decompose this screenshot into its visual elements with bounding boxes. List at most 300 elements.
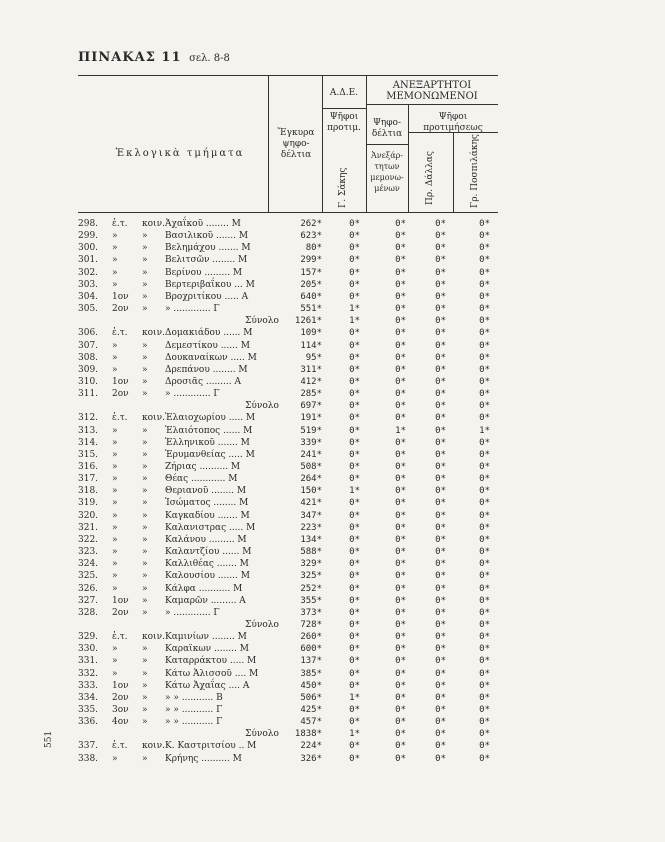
indep-ballots-cell: 0*	[395, 316, 406, 327]
valid-cell: 260*	[300, 632, 322, 643]
total-label: Σύνολο	[245, 729, 279, 740]
valid-cell: 252*	[300, 583, 322, 594]
table-row	[0, 461, 665, 473]
ade-pref-cell: 0*	[349, 413, 360, 424]
indep-ballots-cell: 0*	[395, 522, 406, 533]
pref-pospilakis-cell: 0*	[479, 559, 490, 570]
pref-dallas-cell: 0*	[435, 668, 446, 679]
valid-cell: 425*	[300, 705, 322, 715]
row-type: 2ον	[112, 389, 129, 400]
row-type: 2ον	[112, 304, 129, 315]
valid-cell: 157*	[300, 267, 322, 278]
ade-pref-cell: 0*	[349, 376, 360, 387]
row-type: ἐ.τ.	[112, 219, 128, 229]
pref-dallas-cell: 0*	[435, 607, 446, 618]
pref-pospilakis-cell: 0*	[479, 364, 490, 375]
district-name: Βερτεριβαΐκου ... Μ	[165, 279, 255, 290]
pref-pospilakis-cell: 0*	[479, 680, 490, 691]
table-row	[0, 510, 665, 522]
ade-pref-cell: 0*	[349, 705, 360, 715]
valid-cell: 373*	[300, 607, 322, 618]
pref-pospilakis-cell: 0*	[479, 437, 490, 448]
side-page-number: 551	[44, 730, 54, 748]
valid-cell: 600*	[300, 644, 322, 655]
ade-pref-cell: 0*	[349, 352, 360, 363]
row-kind: »	[142, 644, 148, 655]
ade-pref-cell: 0*	[349, 656, 360, 667]
valid-cell: 191*	[300, 413, 322, 424]
pref-dallas-cell: 0*	[435, 632, 446, 643]
table-row	[0, 242, 665, 254]
ade-pref-cell: 0*	[349, 389, 360, 400]
ade-pref-cell: 1*	[349, 692, 360, 703]
valid-cell: 95*	[305, 352, 322, 363]
valid-cell: 329*	[300, 559, 322, 570]
indep-ballots-cell: 0*	[395, 619, 406, 630]
row-type: 1ον	[112, 376, 129, 387]
ade-pref-cell: 0*	[349, 547, 360, 558]
pref-dallas-cell: 0*	[435, 595, 446, 606]
valid-cell: 80*	[305, 243, 322, 254]
pref-dallas-cell: 0*	[435, 753, 446, 764]
row-number: 317.	[78, 474, 99, 485]
ade-pref-cell: 0*	[349, 462, 360, 472]
row-number: 313.	[78, 425, 99, 436]
district-name: Βελιτσῶν ........ Μ	[165, 255, 248, 266]
row-type: »	[112, 340, 118, 351]
row-number: 327.	[78, 595, 99, 606]
ade-pref-cell: 0*	[349, 267, 360, 278]
valid-cell: 134*	[300, 534, 322, 545]
row-number: 326.	[78, 583, 99, 594]
ade-pref-cell: 0*	[349, 632, 360, 643]
row-kind: »	[142, 291, 148, 302]
pref-pospilakis-cell: 0*	[479, 547, 490, 558]
valid-cell: 623*	[300, 231, 322, 242]
pref-pospilakis-cell: 0*	[479, 644, 490, 655]
pref-dallas-cell: 0*	[435, 364, 446, 375]
row-kind: »	[142, 534, 148, 545]
district-name: Θέας ............ Μ	[165, 474, 238, 485]
row-type: 2ον	[112, 607, 129, 618]
row-kind: »	[142, 352, 148, 363]
row-type: 1ον	[112, 595, 129, 606]
district-name: Δεμεστίκου ...... Μ	[165, 340, 250, 351]
header-ade: Α.Δ.Ε.	[329, 88, 359, 98]
pref-pospilakis-cell: 0*	[479, 243, 490, 254]
table-row	[0, 522, 665, 534]
row-number: 332.	[78, 668, 99, 679]
row-kind: »	[142, 656, 148, 667]
pref-pospilakis-cell: 0*	[479, 741, 490, 752]
valid-cell: 697*	[300, 401, 322, 412]
table-row	[0, 473, 665, 485]
ade-pref-cell: 0*	[349, 279, 360, 290]
pref-pospilakis-cell: 0*	[479, 316, 490, 327]
header-prefs: Ψῆφοι προτιμήσεως	[423, 112, 483, 133]
row-kind: »	[142, 692, 148, 703]
row-number: 335.	[78, 705, 99, 715]
district-name: Δουκαναίκων ..... Μ	[165, 352, 257, 363]
indep-ballots-cell: 0*	[395, 376, 406, 387]
pref-dallas-cell: 0*	[435, 729, 446, 740]
pref-dallas-cell: 0*	[435, 522, 446, 533]
row-number: 324.	[78, 559, 99, 570]
district-name: Ζήριας .......... Μ	[165, 462, 241, 472]
pref-dallas-cell: 0*	[435, 279, 446, 290]
table-row	[0, 327, 665, 339]
valid-cell: 412*	[300, 376, 322, 387]
header-district: Ἐκλογικὰ τμήματα	[115, 148, 245, 159]
indep-ballots-cell: 0*	[395, 304, 406, 315]
district-name: Καμαρῶν ......... Α	[165, 595, 246, 606]
row-number: 312.	[78, 413, 99, 424]
pref-dallas-cell: 0*	[435, 449, 446, 460]
row-type: »	[112, 425, 118, 436]
ade-pref-cell: 0*	[349, 680, 360, 691]
district-name: » ............. Γ	[165, 389, 220, 400]
ade-pref-cell: 0*	[349, 522, 360, 533]
pref-pospilakis-cell: 0*	[479, 462, 490, 472]
header-ade-sub: Ψῆφοι προτιμ.	[327, 112, 361, 133]
indep-ballots-cell: 0*	[395, 644, 406, 655]
table-row	[0, 595, 665, 607]
row-kind: »	[142, 449, 148, 460]
ade-pref-cell: 0*	[349, 717, 360, 728]
header-top-line	[78, 75, 498, 76]
row-type: »	[112, 522, 118, 533]
table-row	[0, 692, 665, 704]
district-name: Ἐλαιοχωρίου ..... Μ	[165, 413, 256, 424]
pref-pospilakis-cell: 0*	[479, 376, 490, 387]
pref-pospilakis-cell: 0*	[479, 401, 490, 412]
pref-dallas-cell: 0*	[435, 437, 446, 448]
row-number: 301.	[78, 255, 99, 266]
pref-dallas-cell: 0*	[435, 340, 446, 351]
indep-ballots-cell: 0*	[395, 389, 406, 400]
valid-cell: 150*	[300, 486, 322, 497]
row-type: »	[112, 668, 118, 679]
valid-cell: 325*	[300, 571, 322, 582]
indep-ballots-cell: 0*	[395, 753, 406, 764]
table-row	[0, 303, 665, 315]
total-row	[0, 315, 665, 327]
district-name: » ............. Γ	[165, 304, 220, 315]
pref-pospilakis-cell: 0*	[479, 449, 490, 460]
table-row	[0, 546, 665, 558]
pref-pospilakis-cell: 0*	[479, 219, 490, 229]
row-type: »	[112, 534, 118, 545]
pref-pospilakis-cell: 0*	[479, 486, 490, 497]
row-number: 334.	[78, 692, 99, 703]
ade-pref-cell: 0*	[349, 571, 360, 582]
header-divider-ballots-sub	[366, 144, 408, 145]
pref-pospilakis-cell: 0*	[479, 328, 490, 339]
row-type: »	[112, 243, 118, 254]
valid-cell: 223*	[300, 522, 322, 533]
row-kind: »	[142, 267, 148, 278]
ade-pref-cell: 0*	[349, 243, 360, 254]
header-ballots: Ψηφο- δέλτια	[371, 118, 403, 139]
valid-cell: 109*	[300, 328, 322, 339]
row-number: 314.	[78, 437, 99, 448]
indep-ballots-cell: 0*	[395, 449, 406, 460]
pref-dallas-cell: 0*	[435, 243, 446, 254]
table-row	[0, 534, 665, 546]
ade-pref-cell: 0*	[349, 219, 360, 229]
row-type: »	[112, 498, 118, 509]
table-row	[0, 364, 665, 376]
table-row	[0, 631, 665, 643]
ade-pref-cell: 0*	[349, 255, 360, 266]
district-name: Καγκαδίου ....... Μ	[165, 510, 250, 521]
pref-pospilakis-cell: 0*	[479, 595, 490, 606]
valid-cell: 224*	[300, 741, 322, 752]
table-row	[0, 485, 665, 497]
row-number: 300.	[78, 243, 99, 254]
row-kind: »	[142, 559, 148, 570]
table-row	[0, 437, 665, 449]
row-number: 299.	[78, 231, 99, 242]
indep-ballots-cell: 0*	[395, 729, 406, 740]
ade-pref-cell: 0*	[349, 291, 360, 302]
row-kind: »	[142, 522, 148, 533]
row-kind: »	[142, 231, 148, 242]
district-name: Ἀχαΐκοῦ ........ Μ	[165, 219, 241, 229]
pref-pospilakis-cell: 0*	[479, 474, 490, 485]
indep-ballots-cell: 0*	[395, 401, 406, 412]
pref-pospilakis-cell: 0*	[479, 304, 490, 315]
indep-ballots-cell: 0*	[395, 583, 406, 594]
row-number: 311.	[78, 389, 99, 400]
district-name: Θεριανοῦ ........ Μ	[165, 486, 247, 497]
ade-pref-cell: 0*	[349, 328, 360, 339]
title-page-ref: σελ. 8-8	[189, 53, 230, 64]
valid-cell: 508*	[300, 462, 322, 472]
pref-dallas-cell: 0*	[435, 741, 446, 752]
district-name: Κρήνης .......... Μ	[165, 753, 242, 764]
ade-pref-cell: 0*	[349, 231, 360, 242]
row-type: »	[112, 583, 118, 594]
ade-pref-cell: 0*	[349, 340, 360, 351]
district-name: » ............. Γ	[165, 607, 220, 618]
table-row	[0, 497, 665, 509]
district-name: Ἰσώματος ........ Μ	[165, 498, 249, 509]
district-name: Βερίνου ......... Μ	[165, 267, 243, 278]
row-type: »	[112, 644, 118, 655]
row-number: 298.	[78, 219, 99, 229]
indep-ballots-cell: 0*	[395, 741, 406, 752]
row-number: 309.	[78, 364, 99, 375]
row-number: 310.	[78, 376, 99, 387]
indep-ballots-cell: 0*	[395, 328, 406, 339]
pref-pospilakis-cell: 0*	[479, 619, 490, 630]
row-number: 302.	[78, 267, 99, 278]
row-number: 323.	[78, 547, 99, 558]
table-row	[0, 267, 665, 279]
row-kind: »	[142, 668, 148, 679]
district-name: » » ........... Γ	[165, 705, 223, 715]
indep-ballots-cell: 0*	[395, 243, 406, 254]
pref-pospilakis-cell: 0*	[479, 607, 490, 618]
row-type: »	[112, 279, 118, 290]
pref-pospilakis-cell: 0*	[479, 632, 490, 643]
district-name: Καλάνου ......... Μ	[165, 534, 247, 545]
row-type: »	[112, 462, 118, 472]
ade-pref-cell: 0*	[349, 510, 360, 521]
indep-ballots-cell: 0*	[395, 705, 406, 715]
row-type: »	[112, 486, 118, 497]
valid-cell: 640*	[300, 291, 322, 302]
district-name: Καλλιθέας ....... Μ	[165, 559, 249, 570]
valid-cell: 588*	[300, 547, 322, 558]
table-row	[0, 291, 665, 303]
row-type: »	[112, 267, 118, 278]
valid-cell: 347*	[300, 510, 322, 521]
page-title	[78, 50, 230, 65]
indep-ballots-cell: 0*	[395, 559, 406, 570]
pref-dallas-cell: 0*	[435, 255, 446, 266]
indep-ballots-cell: 0*	[395, 656, 406, 667]
indep-ballots-cell: 0*	[395, 267, 406, 278]
row-kind: »	[142, 595, 148, 606]
row-type: »	[112, 656, 118, 667]
total-label: Σύνολο	[245, 316, 279, 327]
row-kind: »	[142, 753, 148, 764]
district-name: Δομακιάδου ...... Μ	[165, 328, 253, 339]
pref-pospilakis-cell: 0*	[479, 668, 490, 679]
row-type: »	[112, 559, 118, 570]
indep-ballots-cell: 0*	[395, 462, 406, 472]
row-type: 3ον	[112, 705, 129, 715]
district-name: Ἐλαιότοπος ...... Μ	[165, 425, 253, 436]
valid-cell: 285*	[300, 389, 322, 400]
valid-cell: 450*	[300, 680, 322, 691]
indep-ballots-cell: 0*	[395, 668, 406, 679]
pref-pospilakis-cell: 1*	[479, 425, 490, 436]
pref-dallas-cell: 0*	[435, 328, 446, 339]
valid-cell: 114*	[300, 340, 322, 351]
table-row	[0, 218, 665, 230]
total-label: Σύνολο	[245, 401, 279, 412]
district-name: Δροσιᾶς ......... Α	[165, 376, 241, 387]
table-row	[0, 583, 665, 595]
row-number: 338.	[78, 753, 99, 764]
pref-pospilakis-cell: 0*	[479, 279, 490, 290]
pref-pospilakis-cell: 0*	[479, 717, 490, 728]
pref-pospilakis-cell: 0*	[479, 571, 490, 582]
table-row	[0, 680, 665, 692]
row-number: 304.	[78, 291, 99, 302]
pref-pospilakis-cell: 0*	[479, 352, 490, 363]
row-kind: κοιν.	[142, 413, 165, 424]
pref-pospilakis-cell: 0*	[479, 267, 490, 278]
row-kind: »	[142, 498, 148, 509]
indep-ballots-cell: 0*	[395, 364, 406, 375]
row-type: »	[112, 753, 118, 764]
district-name: Βασιλικοῦ ....... Μ	[165, 231, 249, 242]
district-name: » » ........... Γ	[165, 717, 223, 728]
row-kind: κοιν.	[142, 328, 165, 339]
district-name: Δρεπάνου ........ Μ	[165, 364, 248, 375]
row-kind: »	[142, 705, 148, 715]
row-type: »	[112, 571, 118, 582]
pref-dallas-cell: 0*	[435, 498, 446, 509]
header-ade-col: Γ. Σάκης	[338, 167, 348, 208]
header-col4: Γρ. Ποσπιλάκης	[470, 134, 480, 208]
valid-cell: 355*	[300, 595, 322, 606]
pref-dallas-cell: 0*	[435, 486, 446, 497]
row-kind: »	[142, 255, 148, 266]
row-number: 318.	[78, 486, 99, 497]
pref-dallas-cell: 0*	[435, 219, 446, 229]
valid-cell: 326*	[300, 753, 322, 764]
row-type: 2ον	[112, 692, 129, 703]
pref-pospilakis-cell: 0*	[479, 231, 490, 242]
indep-ballots-cell: 0*	[395, 692, 406, 703]
row-type: »	[112, 352, 118, 363]
ade-pref-cell: 0*	[349, 401, 360, 412]
indep-ballots-cell: 0*	[395, 607, 406, 618]
row-kind: »	[142, 486, 148, 497]
row-number: 333.	[78, 680, 99, 691]
table-row	[0, 704, 665, 716]
table-row	[0, 388, 665, 400]
row-number: 303.	[78, 279, 99, 290]
valid-cell: 421*	[300, 498, 322, 509]
header-divider-col4	[453, 132, 454, 212]
pref-dallas-cell: 0*	[435, 705, 446, 715]
pref-dallas-cell: 0*	[435, 462, 446, 472]
table-row	[0, 340, 665, 352]
row-type: »	[112, 449, 118, 460]
ade-pref-cell: 0*	[349, 583, 360, 594]
pref-dallas-cell: 0*	[435, 619, 446, 630]
row-type: »	[112, 474, 118, 485]
ade-pref-cell: 0*	[349, 644, 360, 655]
row-number: 325.	[78, 571, 99, 582]
header-divider-valid	[268, 75, 269, 212]
pref-dallas-cell: 0*	[435, 352, 446, 363]
indep-ballots-cell: 0*	[395, 291, 406, 302]
row-type: »	[112, 437, 118, 448]
pref-dallas-cell: 0*	[435, 717, 446, 728]
indep-ballots-cell: 0*	[395, 534, 406, 545]
row-type: »	[112, 547, 118, 558]
pref-dallas-cell: 0*	[435, 680, 446, 691]
table-row	[0, 558, 665, 570]
table-row	[0, 655, 665, 667]
district-name: Καλαντζίου ...... Μ	[165, 547, 252, 558]
district-name: Βελημάχου ....... Μ	[165, 243, 251, 254]
pref-dallas-cell: 0*	[435, 571, 446, 582]
district-name: Ἑλληνικοῦ ....... Μ	[165, 437, 250, 448]
pref-pospilakis-cell: 0*	[479, 498, 490, 509]
table-row	[0, 230, 665, 242]
pref-dallas-cell: 0*	[435, 583, 446, 594]
indep-ballots-cell: 0*	[395, 437, 406, 448]
pref-dallas-cell: 0*	[435, 389, 446, 400]
indep-ballots-cell: 0*	[395, 474, 406, 485]
valid-cell: 385*	[300, 668, 322, 679]
valid-cell: 262*	[300, 219, 322, 229]
ade-pref-cell: 0*	[349, 534, 360, 545]
total-row	[0, 400, 665, 412]
valid-cell: 1838*	[294, 729, 322, 740]
row-number: 330.	[78, 644, 99, 655]
pref-pospilakis-cell: 0*	[479, 255, 490, 266]
district-name: Καλουσίου ....... Μ	[165, 571, 250, 582]
